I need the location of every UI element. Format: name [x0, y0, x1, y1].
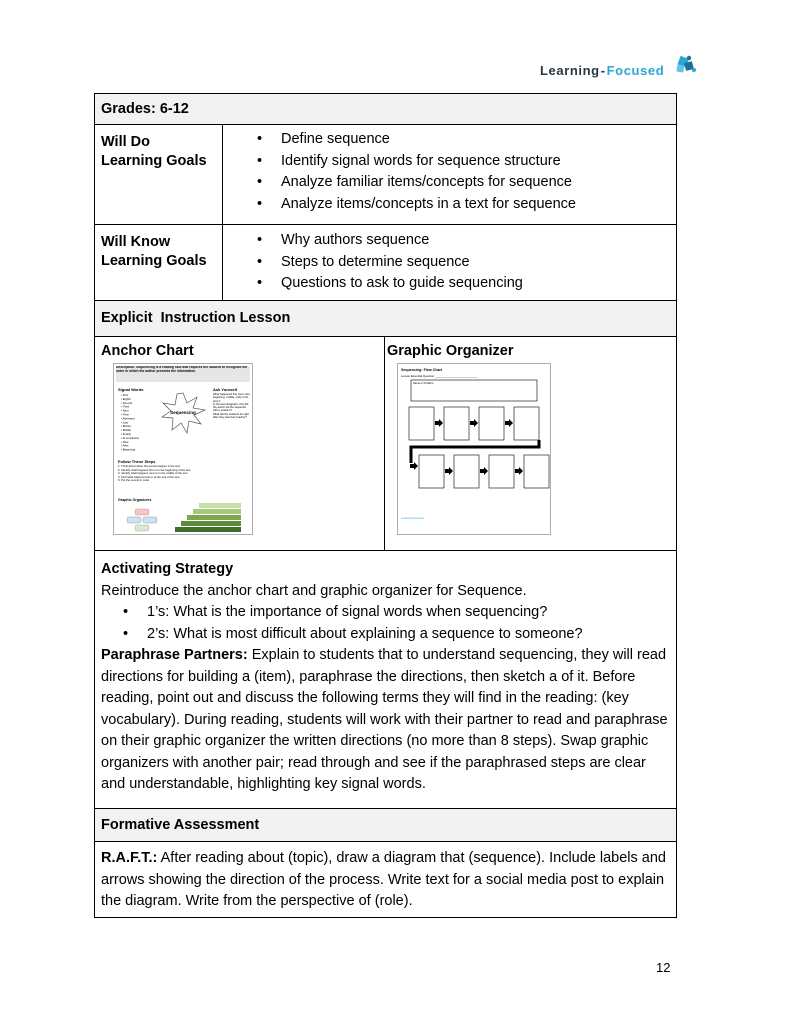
signal-word: • First — [121, 393, 129, 397]
signal-word: • Third — [121, 404, 130, 409]
signal-word: • Last — [121, 420, 129, 425]
flow-step-box — [489, 455, 514, 488]
activating-strategy-row — [95, 551, 677, 809]
will-know-label-line2: Learning Goals — [101, 253, 207, 269]
organizers-title: Graphic Organizers — [118, 498, 152, 502]
signal-word: • Before — [121, 424, 131, 429]
formative-assessment-label: Formative Assessment — [95, 809, 677, 842]
explicit-instruction-row — [95, 301, 677, 337]
signal-word: • Middle — [121, 428, 131, 433]
ask-title: Ask Yourself — [213, 387, 238, 392]
formative-assessment-row — [95, 809, 677, 842]
organizer-eq-line: Lesson Essential Question: ___________________________ — [401, 374, 478, 378]
signal-words-title: Signal Words — [118, 387, 144, 392]
activating-strategy-label: Activating Strategy — [101, 561, 234, 577]
list-item: • Identify signal words for sequence structure — [257, 151, 670, 173]
list-item: • Define sequence — [257, 129, 670, 151]
signal-word: • After — [121, 443, 129, 448]
organizer-topic-label: Name or Problem: — [413, 382, 435, 385]
signal-word: • Beginning — [121, 447, 136, 452]
page-number: 12 — [656, 960, 671, 975]
will-know-label-line1: Will Know — [101, 234, 171, 250]
grades-row — [95, 94, 677, 125]
activating-strategy-intro: Reintroduce the anchor chart and graphic organizer for Sequence. — [101, 582, 527, 599]
raft-paragraph — [101, 848, 670, 913]
ask-item: What did the students do right after they saw their teacher? — [213, 412, 249, 420]
flow-step-box — [454, 455, 479, 488]
lesson-table — [94, 93, 677, 918]
anchor-description: Description: Sequencing is a reading skill that requires the student to recognize the order in which the author presents the information. — [116, 366, 248, 373]
signal-word: • Finally — [121, 432, 131, 436]
paraphrase-partners-paragraph — [101, 645, 670, 796]
grades-label: Grades: 6-12 — [95, 94, 677, 125]
raft-row — [95, 842, 677, 918]
organizer-footer-brand: Learning-Focused — [401, 516, 424, 520]
anchor-chart-thumbnail — [113, 363, 253, 535]
learning-focused-logo — [540, 52, 700, 82]
will-do-row — [95, 125, 677, 225]
flow-step-box — [524, 455, 549, 488]
logo-text — [540, 63, 664, 78]
step-item: 5. Put the events in order. — [118, 478, 150, 483]
list-item: • 2’s: What is most difficult about explaining a sequence to someone? — [123, 624, 670, 646]
signal-word: • Now — [121, 439, 129, 444]
list-item: • Why authors sequence — [257, 230, 670, 252]
list-item: • 1’s: What is the importance of signal words when sequencing? — [123, 602, 670, 624]
organizer-title: Sequencing: Flow Chart — [401, 368, 443, 372]
graphic-organizer-cell — [385, 337, 677, 551]
raft-label: R.A.F.T.: — [101, 850, 158, 866]
signal-word: • Next — [121, 408, 129, 413]
will-do-label-line2: Learning Goals — [101, 153, 207, 169]
visuals-row — [95, 337, 677, 551]
flow-step-box — [514, 407, 539, 440]
list-item: • Questions to ask to guide sequencing — [257, 273, 670, 295]
burst-label: Sequencing — [170, 410, 196, 415]
list-item: • Steps to determine sequence — [257, 252, 670, 274]
will-know-goals — [223, 225, 677, 301]
will-do-label — [95, 125, 223, 225]
graphic-organizer-label: Graphic Organizer — [387, 343, 514, 359]
puzzle-piece-icon — [672, 52, 698, 78]
activating-strategy-cell — [95, 551, 677, 809]
paraphrase-partners-text: Explain to students that to understand sequencing, they will read directions for building a (item), paraphrase the directions, then sketch a of it. Before reading, point out and discuss the following terms they will find in the reading: (key vocabulary). During reading, students will work with their partner to read and paraphrase on their graphic organizer the written directions (no more than 8 steps). Swap graphic organizers with another pair; read through and see if the paraphrased steps are clear and understandable, highlighting key signal words. — [101, 647, 668, 792]
step-item: 2. Identify what happens first or in the beginning of the text. — [118, 467, 192, 472]
explicit-instruction-label: Explicit Instruction Lesson — [95, 301, 677, 337]
logo-part1: Learning — [540, 63, 600, 78]
paraphrase-partners-label: Paraphrase Partners: — [101, 647, 248, 663]
signal-word: • Second — [121, 400, 133, 405]
flow-chart — [409, 407, 549, 488]
signal-word: • Afterward — [121, 416, 135, 421]
raft-text: After reading about (topic), draw a diagram that (sequence). Include labels and arrows showing the direction of the process. Write text for a social media post to explain the diagram. Write from the perspective of (role). — [101, 850, 666, 909]
logo-separator: - — [600, 63, 606, 78]
raft-cell — [95, 842, 677, 918]
step-item: 1. Think about when the events happen in the text. — [118, 465, 181, 468]
steps-title: Follow These Steps — [118, 459, 156, 464]
list-item: • Analyze familiar items/concepts for sequence — [257, 172, 670, 194]
ask-item: What happened first (next, last, beginning, middle, end) in the story? — [213, 393, 251, 403]
signal-word: • Then — [121, 412, 130, 417]
anchor-chart-cell — [95, 337, 385, 551]
ask-item: In the last paragraph, why did the author tell the sequence with a problem? — [213, 402, 249, 413]
flow-step-box — [479, 407, 504, 440]
will-know-row — [95, 225, 677, 301]
step-item: 4. Find what happens last or at the end of the text. — [118, 474, 181, 479]
anchor-chart-label: Anchor Chart — [101, 343, 194, 359]
list-item: • Analyze items/concepts in a text for sequence — [257, 194, 670, 216]
will-do-goals — [223, 125, 677, 225]
flow-step-box — [444, 407, 469, 440]
graphic-organizer-thumbnail — [397, 363, 551, 535]
will-know-label — [95, 225, 223, 301]
step-item: 3. Identify what happens next or in the middle of the text. — [118, 471, 189, 476]
flow-step-box — [409, 407, 434, 440]
signal-word: • At conclusion — [121, 435, 140, 440]
flow-step-box — [419, 455, 444, 488]
signal-word: • Eighth — [121, 396, 131, 401]
logo-part2: Focused — [606, 63, 665, 78]
will-do-label-line1: Will Do — [101, 134, 151, 150]
